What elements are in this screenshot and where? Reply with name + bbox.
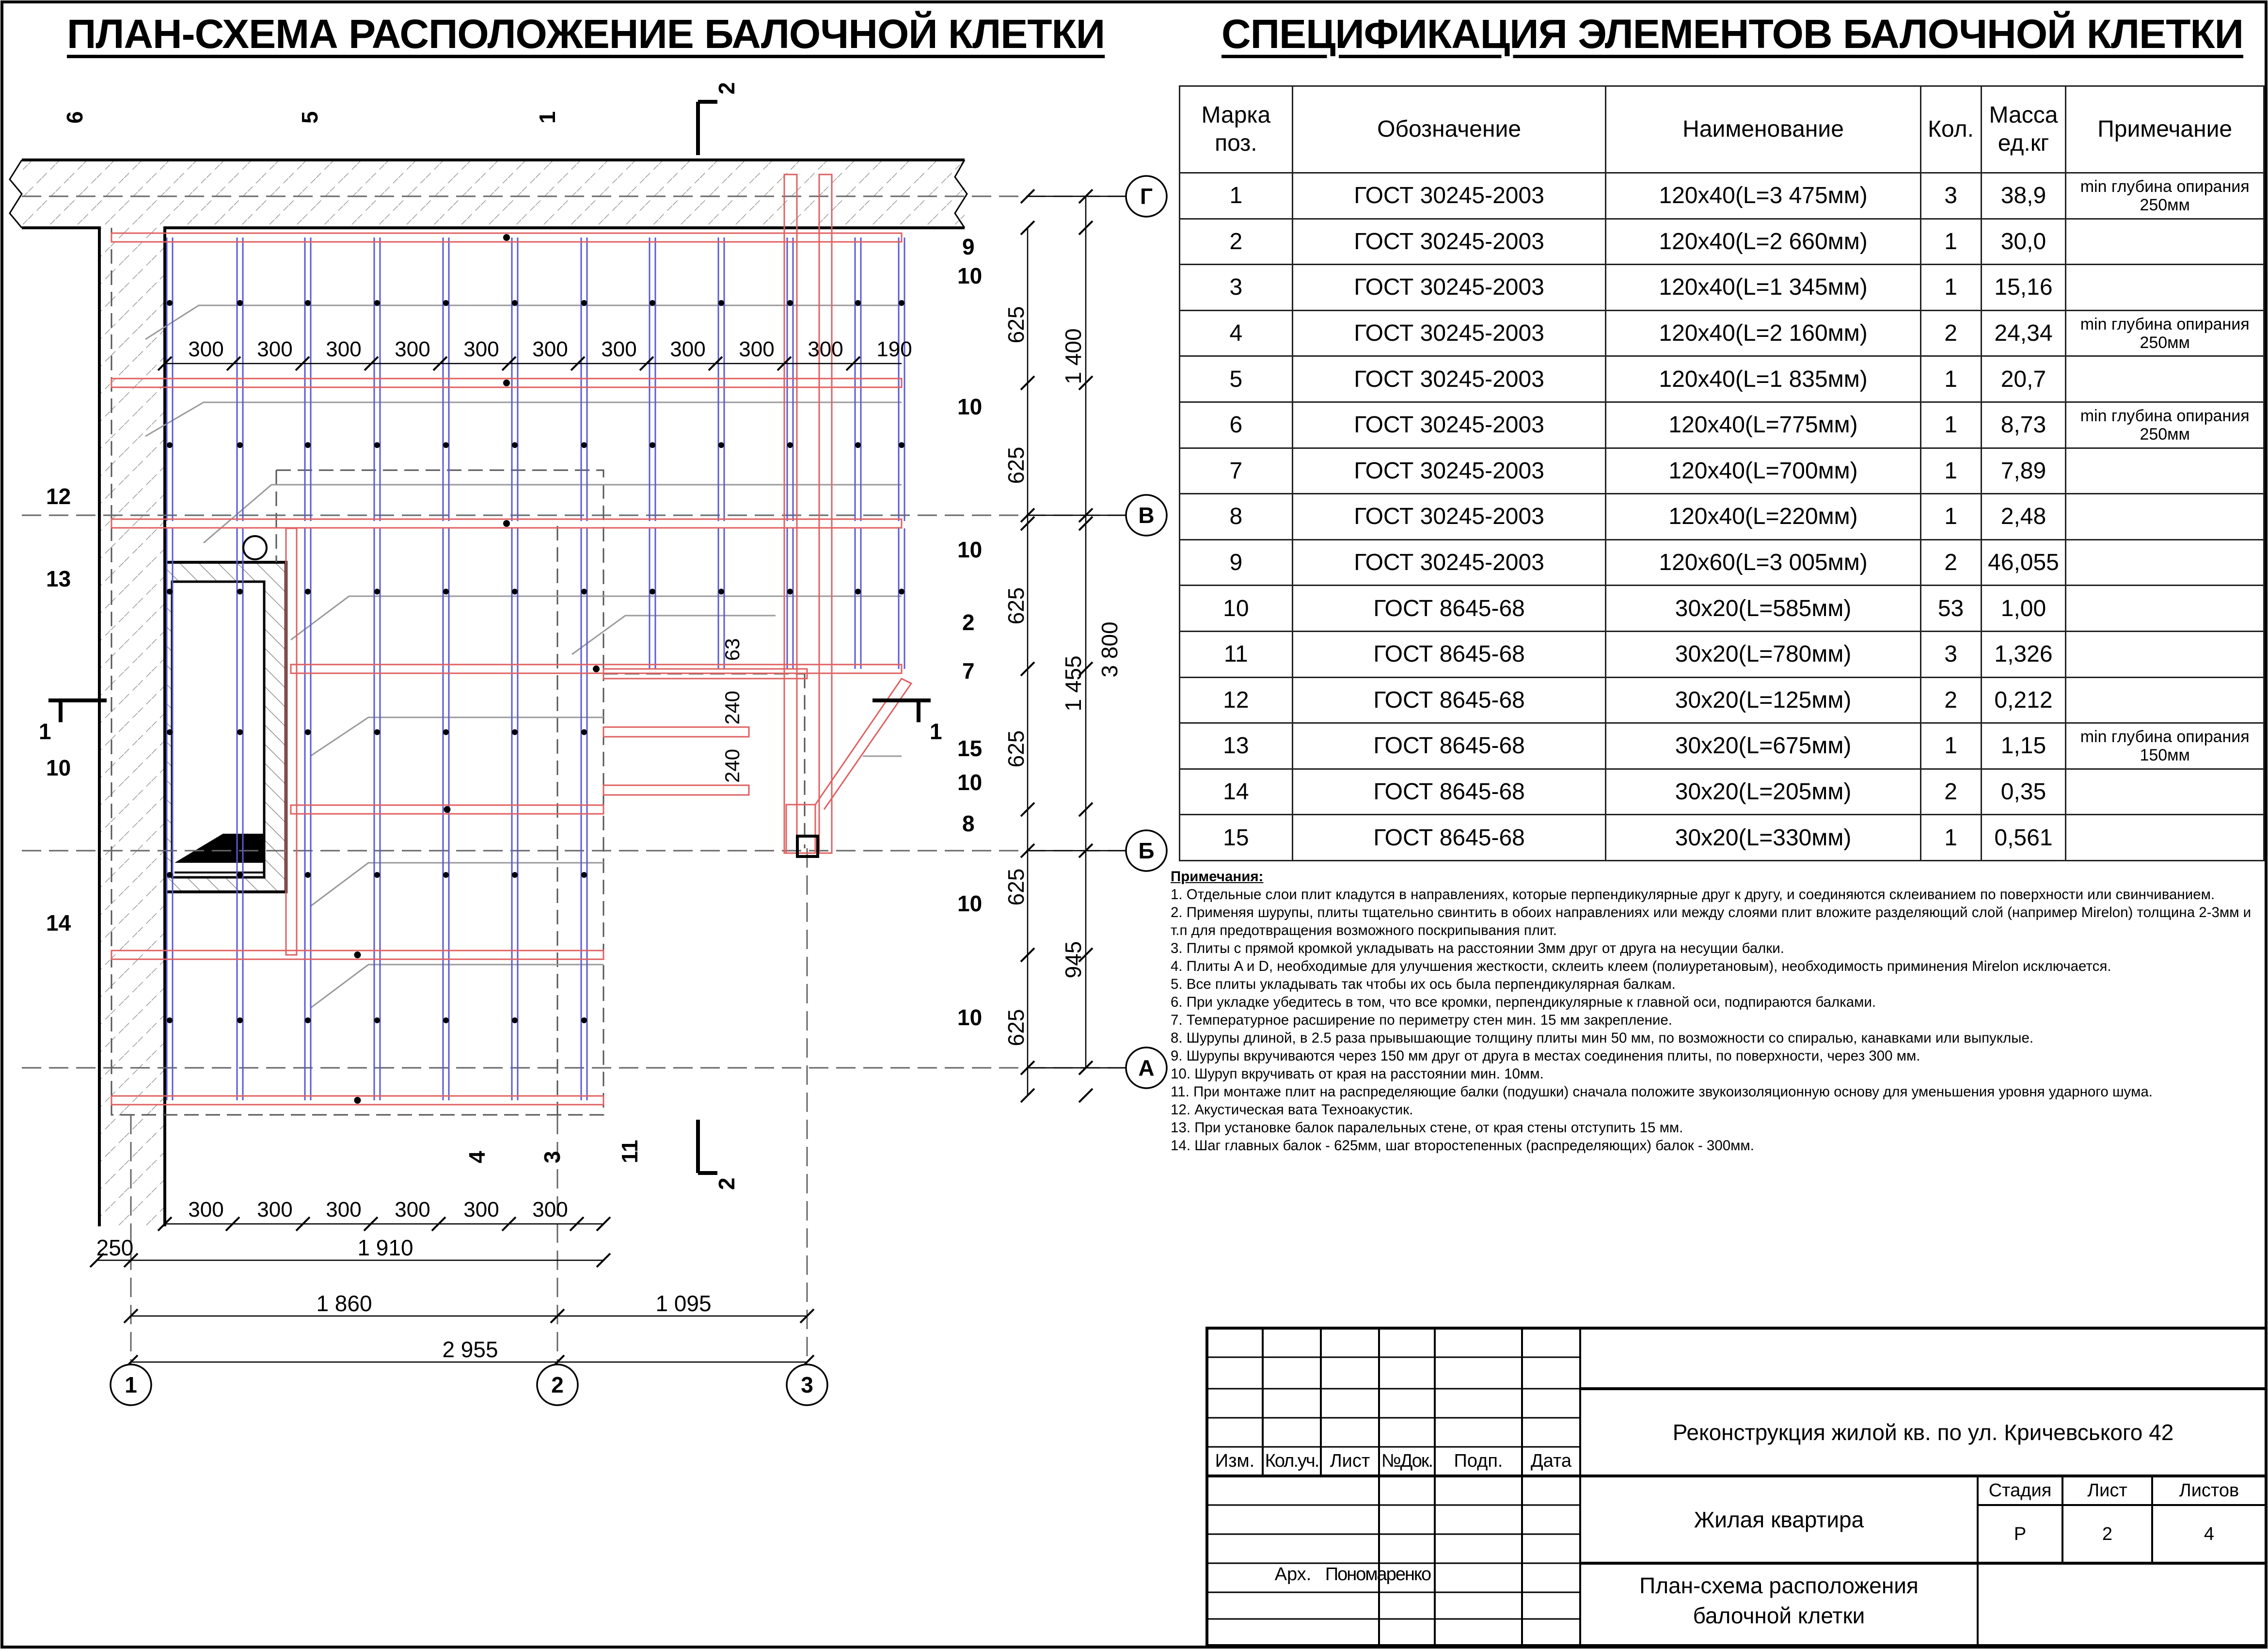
dim-text: 300 [739, 337, 775, 361]
stamp-role: Арх. [1274, 1564, 1312, 1585]
screw-dot [855, 442, 861, 448]
screw-dot [512, 872, 518, 878]
spec-header-row [1180, 86, 2264, 173]
spec-col-header: Обозначение [1292, 86, 1606, 173]
spec-note [2066, 539, 2264, 586]
spec-mass: 8,73 [1981, 402, 2066, 448]
dim-text: 300 [188, 337, 224, 361]
spec-note [2066, 494, 2264, 540]
pos-label: 15 [957, 736, 983, 761]
screw-dot [650, 442, 655, 448]
spec-note [2066, 265, 2264, 311]
spec-name: 30x20(L=330мм) [1606, 815, 1920, 861]
screw-dot [237, 729, 243, 735]
note-item: 10. Шуруп вкручивать от края на расстоянии мин. 10мм. [1171, 1066, 1544, 1082]
spec-row [1180, 402, 2264, 448]
spec-designation: ГОСТ 8645-68 [1292, 586, 1606, 632]
spec-qty: 3 [1920, 631, 1981, 677]
dim-text: 625 [1003, 730, 1029, 768]
spec-mass: 2,48 [1981, 494, 2066, 540]
dim-text: 1 400 [1061, 328, 1086, 384]
screw-dot [374, 872, 380, 878]
spec-designation: ГОСТ 8645-68 [1292, 631, 1606, 677]
pos-label: 3 [539, 1151, 565, 1163]
spec-pos: 15 [1180, 815, 1293, 861]
spec-row [1180, 677, 2264, 723]
spec-mass: 30,0 [1981, 219, 2066, 265]
note-item: 11. При монтаже плит на распределяющие балки (подушки) сначала положите звукоизоляционную основу для уменьшения уровня ударного шума. [1171, 1084, 2153, 1100]
spec-mass: 38,9 [1981, 173, 2066, 219]
dim-text: 190 [876, 337, 912, 361]
top-marker: 6 [62, 111, 87, 124]
stamp-sheet-title: План-схема расположения балочной клетки [1639, 1573, 1919, 1628]
note-item: 1. Отдельные слои плит кладутся в направлениях, которые перпендикулярные друг к другу, и соединяются склеиванием по поверхности или свинчиванием. [1171, 887, 2215, 903]
spec-designation: ГОСТ 30245-2003 [1292, 356, 1606, 402]
spec-designation: ГОСТ 8645-68 [1292, 769, 1606, 815]
stamp-col-header: Подп. [1454, 1451, 1503, 1471]
spec-row [1180, 815, 2264, 861]
spec-pos: 8 [1180, 494, 1293, 540]
spec-name: 120x40(L=2 660мм) [1606, 219, 1920, 265]
spec-name: 120x40(L=775мм) [1606, 402, 1920, 448]
note-item: 9. Шурупы вкручиваются через 150 мм друг от друга в местах соединения плиты, по поверхности, через 300 мм. [1171, 1048, 1920, 1064]
axis-letter: Г [1140, 184, 1153, 209]
screw-dot [305, 729, 311, 735]
notes [1171, 868, 2261, 1155]
dim-text: 300 [463, 337, 499, 361]
spec-designation: ГОСТ 30245-2003 [1292, 173, 1606, 219]
spec-note: min глубина опирания 250мм [2066, 310, 2264, 356]
screw-dot [503, 234, 510, 241]
dim-text: 1 860 [316, 1291, 372, 1316]
spec-name: 30x20(L=675мм) [1606, 723, 1920, 769]
spec-designation: ГОСТ 30245-2003 [1292, 539, 1606, 586]
dim-tick [1079, 1089, 1093, 1102]
spec-col-header: Наименование [1606, 86, 1920, 173]
screw-dot [855, 589, 861, 595]
spec-pos: 3 [1180, 265, 1293, 311]
pos-label: 10 [46, 755, 71, 780]
screw-dot [581, 589, 587, 595]
spec-qty: 1 [1920, 402, 1981, 448]
note-item: 2. Применяя шурупы, плиты тщательно свинтить в обоих направлениях или между слоями плит вложите разделяющий слой (например Mirelon) толщина 2-3мм и т.п для предотвращения возможного поскрипывания плит. [1171, 904, 2252, 938]
pos-label: 8 [962, 811, 975, 836]
spec-col-header: Масса ед.кг [1981, 86, 2066, 173]
dim-text: 250 [96, 1235, 134, 1260]
pos-label: 12 [46, 484, 71, 509]
stamp-col-header: Кол.уч. [1265, 1451, 1319, 1471]
dim-text: 300 [395, 1198, 430, 1221]
spec-pos: 4 [1180, 310, 1293, 356]
note-item: 5. Все плиты укладывать так чтобы их ось была перпендикулярная балкам. [1171, 976, 1676, 992]
stamp-sheets: 4 [2204, 1524, 2215, 1544]
screw-dot [374, 729, 380, 735]
spec-mass: 1,00 [1981, 586, 2066, 632]
spec-pos: 14 [1180, 769, 1293, 815]
screw-dot [899, 589, 904, 595]
screw-dot [787, 300, 793, 306]
pos-label: 10 [957, 770, 983, 795]
screw-dot [899, 300, 904, 306]
screw-dot [354, 1097, 361, 1104]
spec-pos: 12 [1180, 677, 1293, 723]
spec-qty: 1 [1920, 219, 1981, 265]
screw-dot [512, 729, 518, 735]
screw-dot [718, 300, 724, 306]
screw-dot [581, 1017, 587, 1023]
axis-number: 1 [125, 1372, 137, 1397]
spec-pos: 1 [1180, 173, 1293, 219]
dim-text: 625 [1003, 446, 1029, 484]
dim-text: 300 [532, 1198, 568, 1221]
spec-note: min глубина опирания 250мм [2066, 173, 2264, 219]
spec-pos: 6 [1180, 402, 1293, 448]
dim-text: 300 [257, 1198, 293, 1221]
pos-label: 10 [957, 1005, 983, 1030]
screw-dot [305, 300, 311, 306]
screw-dot [167, 729, 173, 735]
spec-designation: ГОСТ 30245-2003 [1292, 494, 1606, 540]
screw-dot [787, 589, 793, 595]
dim-text: 300 [601, 337, 637, 361]
spec-designation: ГОСТ 8645-68 [1292, 677, 1606, 723]
screw-dot [503, 520, 510, 527]
screw-dot [305, 1017, 311, 1023]
spec-row [1180, 310, 2264, 356]
spec-name: 30x20(L=780мм) [1606, 631, 1920, 677]
spec-name: 120x40(L=700мм) [1606, 448, 1920, 494]
screw-dot [305, 442, 311, 448]
screw-dot [855, 300, 861, 306]
screw-dot [237, 872, 243, 878]
dim-text: 300 [532, 337, 568, 361]
spec-qty: 1 [1920, 815, 1981, 861]
spec-row [1180, 539, 2264, 586]
screw-dot [167, 589, 173, 595]
screw-dot [443, 442, 449, 448]
pos-label: 7 [962, 658, 975, 683]
section-label: 1 [39, 719, 51, 744]
spec-name: 120x40(L=2 160мм) [1606, 310, 1920, 356]
screw-dot [512, 589, 518, 595]
spec-mass: 24,34 [1981, 310, 2066, 356]
spec-col-header: Примечание [2066, 86, 2264, 173]
spec-mass: 46,055 [1981, 539, 2066, 586]
screw-dot [512, 1017, 518, 1023]
spec-table [1179, 85, 2265, 861]
walls [10, 160, 967, 1226]
dim-text: 300 [326, 1198, 362, 1221]
axis-number: 2 [551, 1372, 564, 1397]
dim-text: 63 [721, 638, 744, 661]
note-item: 7. Температурное расширение по периметру стен мин. 15 мм закрепление. [1171, 1012, 1672, 1028]
spec-qty: 1 [1920, 448, 1981, 494]
stamp-col-header: Лист [1330, 1451, 1370, 1471]
stamp-project: Реконструкция жилой кв. по ул. Кричевського 42 [1672, 1420, 2174, 1445]
spec-name: 30x20(L=585мм) [1606, 586, 1920, 632]
screw-dot [581, 300, 587, 306]
spec-row [1180, 631, 2264, 677]
screw-dot [650, 300, 655, 306]
pos-label: 4 [464, 1151, 490, 1163]
note-item: 3. Плиты с прямой кромкой укладывать на расстоянии 3мм друг от друга на несущии балки. [1171, 940, 1784, 956]
spec-name: 120x40(L=3 475мм) [1606, 173, 1920, 219]
note-item: 8. Шурупы длиной, в 2.5 раза прывышающие толщину плиты мин 50 мм, по возможности со спиралью, канавками или выпуклые. [1171, 1030, 2034, 1046]
spec-note: min глубина опирания 150мм [2066, 723, 2264, 769]
spec-qty: 2 [1920, 677, 1981, 723]
note-item: 12. Акустическая вата Техноакустик. [1171, 1102, 1413, 1118]
dim-text: 300 [395, 337, 430, 361]
spec-qty: 1 [1920, 356, 1981, 402]
spec-row [1180, 586, 2264, 632]
stamp-stage-label: Стадия [1988, 1480, 2052, 1501]
stamp-sheet-label: Лист [2087, 1480, 2127, 1501]
spec-qty: 1 [1920, 265, 1981, 311]
screw-dot [443, 872, 449, 878]
screw-dot [581, 872, 587, 878]
stamp-col-header: Изм. [1215, 1451, 1255, 1471]
dim-text: 625 [1003, 587, 1029, 625]
spec-name: 30x20(L=125мм) [1606, 677, 1920, 723]
screw-dot [512, 442, 518, 448]
spec-note [2066, 769, 2264, 815]
screw-dot [593, 666, 600, 672]
spec-pos: 7 [1180, 448, 1293, 494]
spec-note [2066, 448, 2264, 494]
note-item: 14. Шаг главных балок - 625мм, шаг второстепенных (распределяющих) балок - 300мм. [1171, 1138, 1754, 1154]
spec-designation: ГОСТ 8645-68 [1292, 815, 1606, 861]
stamp-col-header: №Док. [1381, 1451, 1433, 1471]
spec-mass: 15,16 [1981, 265, 2066, 311]
pos-label: 2 [962, 610, 975, 635]
spec-row [1180, 494, 2264, 540]
screw-dot [718, 442, 724, 448]
dim-text: 625 [1003, 1009, 1029, 1046]
screw-dot [305, 872, 311, 878]
screw-dot [237, 589, 243, 595]
spec-qty: 2 [1920, 769, 1981, 815]
screw-dot [443, 589, 449, 595]
spec-pos: 5 [1180, 356, 1293, 402]
pos-label: 14 [46, 910, 71, 935]
spec-qty: 2 [1920, 310, 1981, 356]
dim-text: 1 910 [357, 1235, 413, 1260]
screw-dot [167, 442, 173, 448]
spec-row [1180, 448, 2264, 494]
spec-note [2066, 586, 2264, 632]
stamp-object: Жилая квартира [1694, 1507, 1864, 1532]
pos-label: 10 [957, 394, 983, 419]
axis-letter: А [1138, 1055, 1155, 1080]
spec-qty: 53 [1920, 586, 1981, 632]
spec-col-header: Кол. [1920, 86, 1981, 173]
dim-text: 300 [188, 1198, 224, 1221]
spec-name: 120x40(L=1 835мм) [1606, 356, 1920, 402]
pos-label: 9 [962, 234, 975, 259]
spec-row [1180, 356, 2264, 402]
dim-text: 1 095 [655, 1291, 712, 1316]
dim-text: 945 [1061, 941, 1086, 979]
screw-dot [650, 589, 655, 595]
screw-dot [503, 380, 510, 386]
screw-dot [374, 589, 380, 595]
screw-dot [237, 1017, 243, 1023]
screw-dot [443, 1017, 449, 1023]
top-marker: 1 [535, 111, 560, 124]
spec-pos: 2 [1180, 219, 1293, 265]
screw-dot [512, 300, 518, 306]
screw-dot [167, 1017, 173, 1023]
stamp-sheet: 2 [2102, 1524, 2113, 1544]
dim-text: 300 [463, 1198, 499, 1221]
screw-dot [354, 951, 361, 958]
screw-dot [374, 1017, 380, 1023]
section-label: 1 [930, 719, 942, 744]
dim-text: 300 [808, 337, 843, 361]
pos-label: 13 [46, 566, 71, 591]
dim-text: 2 955 [442, 1337, 498, 1362]
spec-pos: 10 [1180, 586, 1293, 632]
spec-mass: 20,7 [1981, 356, 2066, 402]
axis-letter: Б [1138, 838, 1155, 863]
dim-text: 3 800 [1097, 621, 1122, 678]
axis-number: 3 [801, 1372, 813, 1397]
spec-designation: ГОСТ 30245-2003 [1292, 310, 1606, 356]
section-label: 2 [714, 1177, 739, 1190]
pos-label: 11 [617, 1140, 642, 1163]
spec-designation: ГОСТ 30245-2003 [1292, 265, 1606, 311]
pos-label: 10 [957, 263, 983, 288]
stamp-stage: Р [2014, 1524, 2027, 1544]
screw-dot [787, 442, 793, 448]
spec-note [2066, 631, 2264, 677]
dim-text: 300 [670, 337, 706, 361]
spec-designation: ГОСТ 8645-68 [1292, 723, 1606, 769]
spec-qty: 1 [1920, 494, 1981, 540]
spec-pos: 11 [1180, 631, 1293, 677]
screw-dot [374, 442, 380, 448]
spec-mass: 0,35 [1981, 769, 2066, 815]
spec-designation: ГОСТ 30245-2003 [1292, 402, 1606, 448]
spec-note [2066, 356, 2264, 402]
screw-dot [237, 442, 243, 448]
pipe-icon [243, 536, 267, 559]
screw-dot [444, 806, 451, 813]
spec-note: min глубина опирания 250мм [2066, 402, 2264, 448]
screw-dot [305, 589, 311, 595]
note-item: 6. При укладке убедитесь в том, что все кромки, перпендикулярные к главной оси, подпираются балками. [1171, 994, 1876, 1010]
spec-designation: ГОСТ 30245-2003 [1292, 219, 1606, 265]
spec-mass: 1,326 [1981, 631, 2066, 677]
spec-pos: 9 [1180, 539, 1293, 586]
screw-dot [443, 300, 449, 306]
screw-dot [899, 442, 904, 448]
spec-note [2066, 219, 2264, 265]
spec-designation: ГОСТ 30245-2003 [1292, 448, 1606, 494]
spec-mass: 1,15 [1981, 723, 2066, 769]
spec-name: 120x60(L=3 005мм) [1606, 539, 1920, 586]
section-label: 2 [714, 82, 739, 95]
note-item: 13. При установке балок паралельных стене, от края стены отступить 15 мм. [1171, 1120, 1683, 1136]
screw-dot [374, 300, 380, 306]
screw-dot [718, 589, 724, 595]
screw-dot [581, 442, 587, 448]
spec-col-header: Марка поз. [1180, 86, 1293, 173]
screw-dot [581, 729, 587, 735]
spec-row [1180, 173, 2264, 219]
notes-heading: Примечания: [1171, 869, 1264, 885]
spec-title: СПЕЦИФИКАЦИЯ ЭЛЕМЕНТОВ БАЛОЧНОЙ КЛЕТКИ [1221, 11, 2244, 57]
spec-qty: 3 [1920, 173, 1981, 219]
spec-mass: 0,561 [1981, 815, 2066, 861]
dim-text: 240 [721, 748, 744, 783]
spec-qty: 1 [1920, 723, 1981, 769]
note-item: 4. Плиты A и D, необходимые для улучшения жесткости, склеить клеем (полиуретановым), необходимость приминения Mirelon исключается. [1171, 958, 2111, 974]
top-marker: 5 [297, 111, 322, 124]
spec-row [1180, 265, 2264, 311]
spec-note [2066, 677, 2264, 723]
spec-name: 120x40(L=1 345мм) [1606, 265, 1920, 311]
dim-text: 625 [1003, 306, 1029, 344]
dim-text: 1 455 [1061, 655, 1086, 712]
dim-text: 300 [257, 337, 293, 361]
spec-name: 120x40(L=220мм) [1606, 494, 1920, 540]
spec-mass: 0,212 [1981, 677, 2066, 723]
screw-dot [443, 729, 449, 735]
screw-dot [167, 300, 173, 306]
stamp-sheets-label: Листов [2179, 1480, 2239, 1501]
spec-qty: 2 [1920, 539, 1981, 586]
screw-dot [167, 872, 173, 878]
pos-label: 10 [957, 891, 983, 916]
stamp-col-header: Дата [1530, 1451, 1572, 1471]
dim-text: 240 [721, 690, 744, 725]
spec-note [2066, 815, 2264, 861]
stamp-person: Пономаренко [1325, 1564, 1431, 1585]
spec-mass: 7,89 [1981, 448, 2066, 494]
plan-title: ПЛАН-СХЕМА РАСПОЛОЖЕНИЕ БАЛОЧНОЙ КЛЕТКИ [67, 11, 1105, 57]
axis-letter: В [1138, 503, 1155, 528]
dim-text: 625 [1003, 868, 1029, 906]
spec-pos: 13 [1180, 723, 1293, 769]
spec-row [1180, 723, 2264, 769]
screw-dot [237, 300, 243, 306]
spec-row [1180, 769, 2264, 815]
beam-plan [10, 82, 1167, 1405]
spec-name: 30x20(L=205мм) [1606, 769, 1920, 815]
spec-row [1180, 219, 2264, 265]
pos-label: 10 [957, 537, 983, 562]
dim-text: 300 [326, 337, 362, 361]
